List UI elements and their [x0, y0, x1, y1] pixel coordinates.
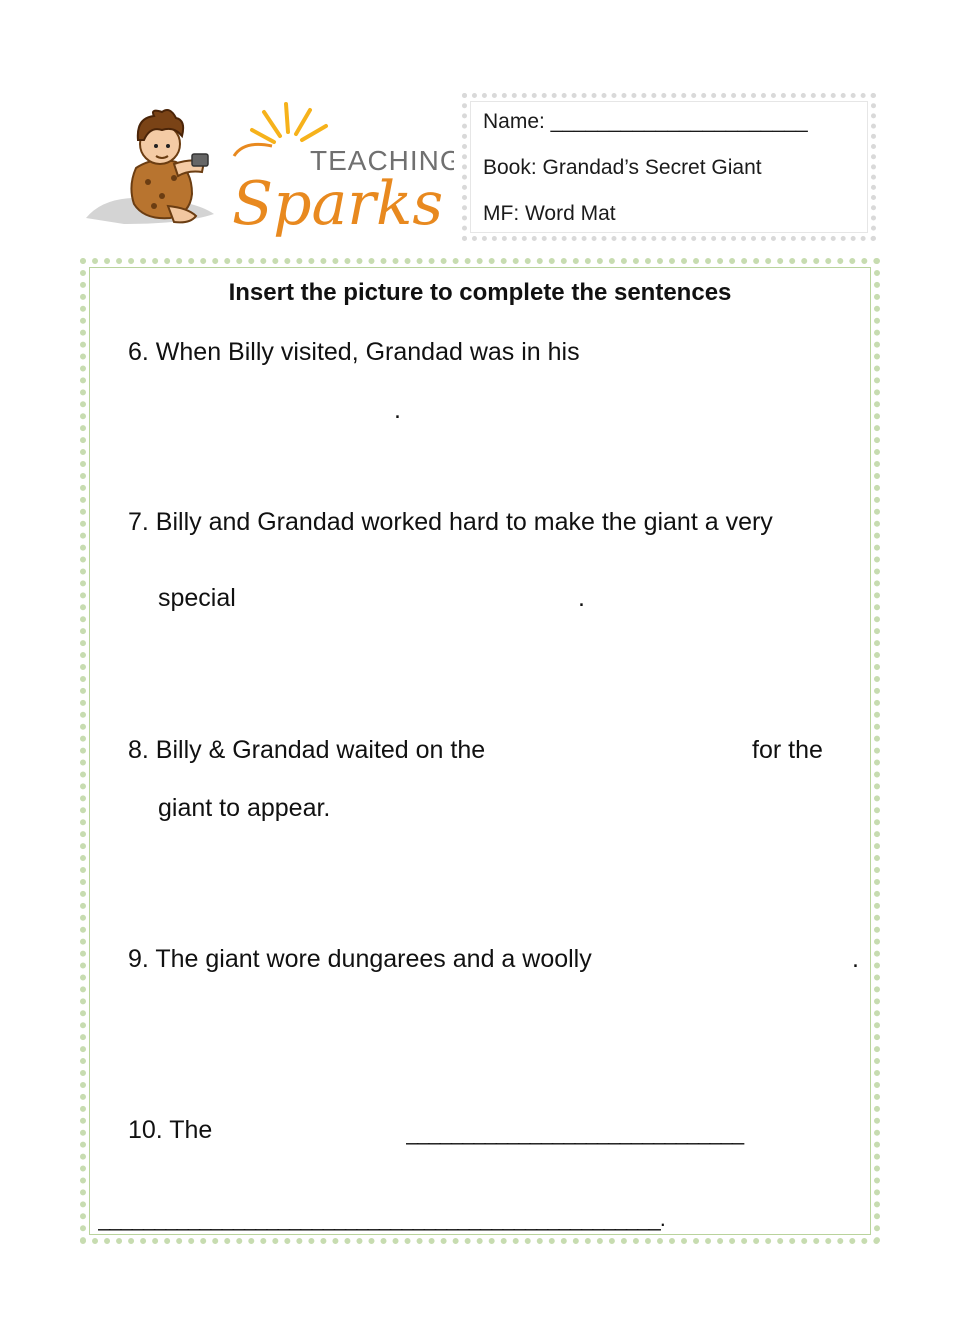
question-10-blank-line[interactable]: ______________________________ — [406, 1120, 744, 1145]
question-10: 10. The — [128, 1116, 213, 1144]
question-7-line1: 7. Billy and Grandad worked hard to make the giant a very — [128, 508, 773, 536]
question-7-period: . — [578, 584, 585, 612]
teaching-sparks-logo — [84, 96, 454, 246]
student-info-box — [462, 93, 876, 241]
question-8-line1: 8. Billy & Grandad waited on the — [128, 736, 486, 764]
worksheet-frame — [80, 258, 880, 1244]
question-6-period: . — [394, 396, 401, 424]
caveman-mascot-icon — [84, 96, 454, 246]
question-9: 9. The giant wore dungarees and a woolly — [128, 945, 592, 973]
question-9-period: . — [852, 945, 859, 973]
logo-text-teaching: TEACHING — [310, 145, 454, 176]
name-field[interactable]: Name: ______________________ — [483, 110, 808, 133]
logo-text-sparks: Sparks — [232, 169, 444, 239]
worksheet-heading: Insert the picture to complete the sentences — [228, 279, 732, 306]
question-10-blank-line-2[interactable]: __________________________________________________. — [98, 1206, 665, 1231]
question-7-line2: special — [158, 584, 236, 612]
question-8-for-the: for the — [752, 736, 823, 764]
book-title: Book: Grandad’s Secret Giant — [483, 156, 762, 179]
question-8-line2: giant to appear. — [158, 794, 331, 822]
mf-label: MF: Word Mat — [483, 202, 616, 225]
question-6: 6. When Billy visited, Grandad was in his — [128, 338, 580, 366]
